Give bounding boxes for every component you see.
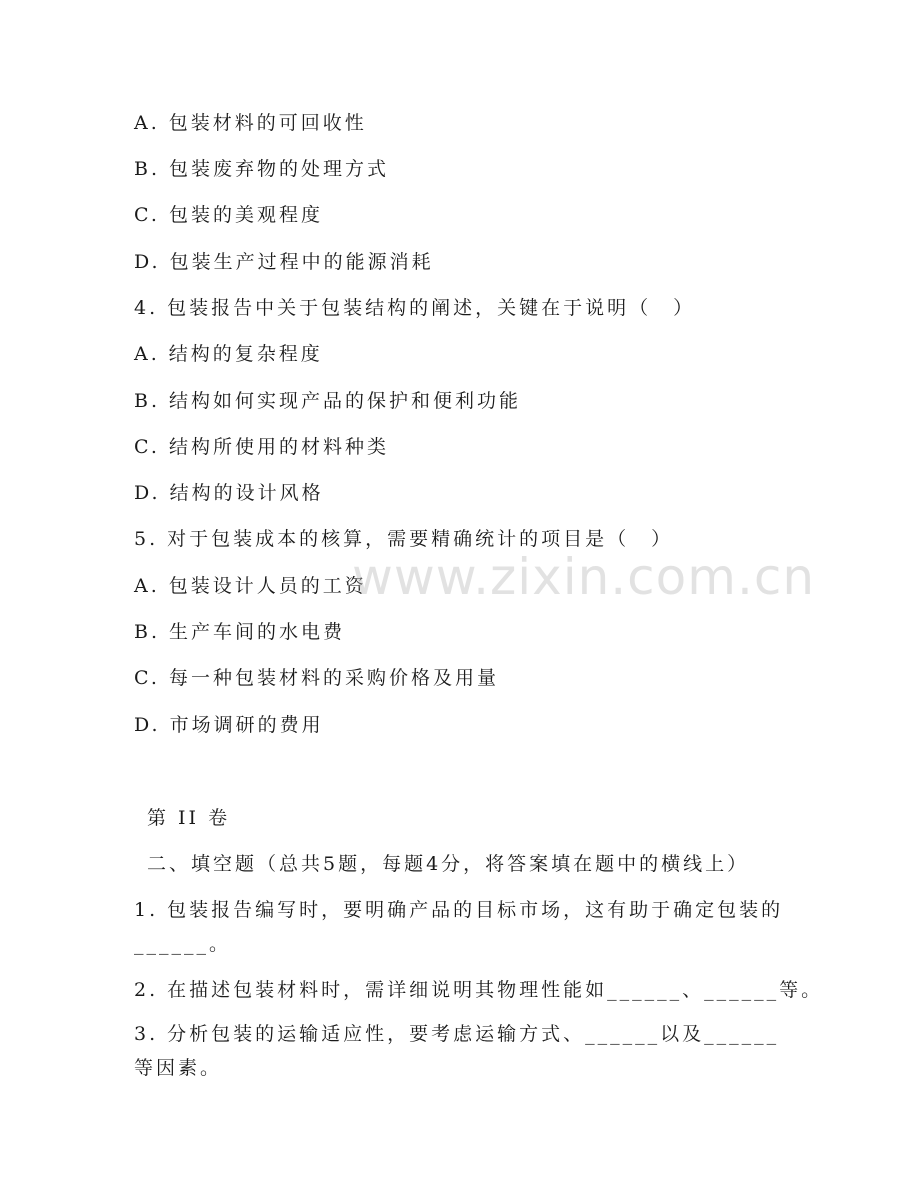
option-b-q5: B. 生产车间的水电费 <box>134 621 346 643</box>
option-a-q3: A. 包装材料的可回收性 <box>134 112 367 134</box>
question-4: 4. 包装报告中关于包装结构的阐述，关键在于说明（ ） <box>134 297 696 319</box>
option-d-q5: D. 市场调研的费用 <box>134 714 324 736</box>
volume-title: 第 II 卷 <box>147 807 231 829</box>
option-a-q4: A. 结构的复杂程度 <box>134 343 323 365</box>
option-d-q4: D. 结构的设计风格 <box>134 482 324 504</box>
option-b-q4: B. 结构如何实现产品的保护和便利功能 <box>134 390 522 412</box>
watermark: www.zixin.com.cn <box>352 548 816 606</box>
fill-question-2: 2. 在描述包装材料时，需详细说明其物理性能如______、______等。 <box>134 979 824 1001</box>
option-b-q3: B. 包装废弃物的处理方式 <box>134 158 390 180</box>
option-c-q5: C. 每一种包装材料的采购价格及用量 <box>134 667 499 689</box>
option-c-q3: C. 包装的美观程度 <box>134 204 323 226</box>
option-c-q4: C. 结构所使用的材料种类 <box>134 436 389 458</box>
option-a-q5: A. 包装设计人员的工资 <box>134 575 367 597</box>
section-heading: 二、填空题（总共5题，每题4分，将答案填在题中的横线上） <box>147 853 750 875</box>
question-5: 5. 对于包装成本的核算，需要精确统计的项目是（ ） <box>134 528 674 550</box>
fill-question-1: 1. 包装报告编写时，要明确产品的目标市场，这有助于确定包装的______。 <box>134 899 784 955</box>
option-d-q3: D. 包装生产过程中的能源消耗 <box>134 251 434 273</box>
fill-question-3: 3. 分析包装的运输适应性，要考虑运输方式、______以及______等因素。 <box>134 1023 780 1079</box>
